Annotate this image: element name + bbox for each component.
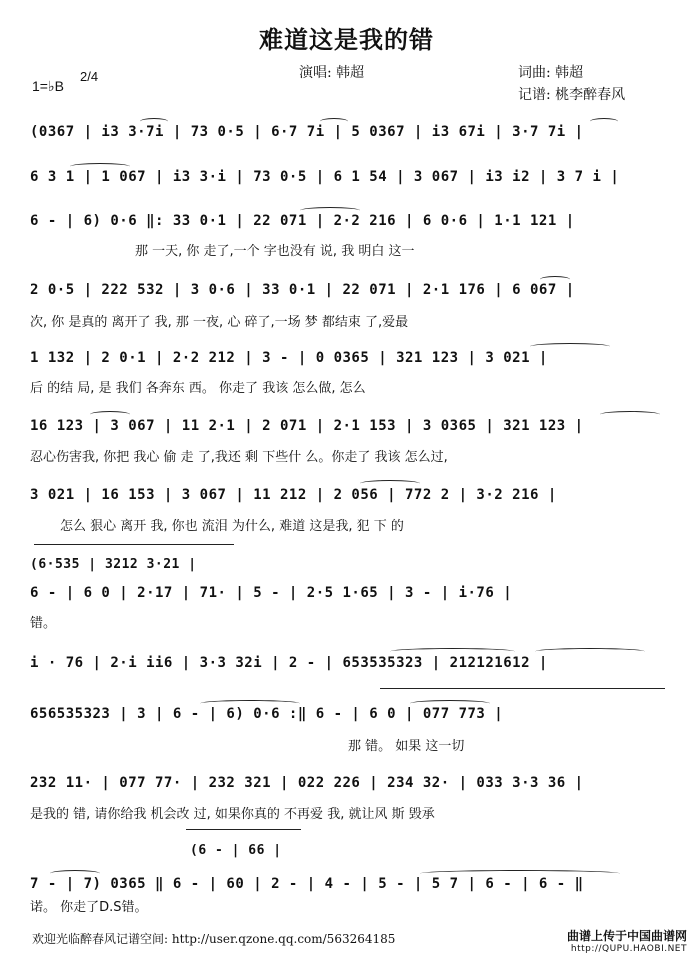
staff-line-9: 6 - | 6 0 | 2·17 | 71· | 5 - | 2·5 1·65 | 3 - | i·76 | [30, 585, 513, 601]
staff-line-3: 6 - | 6) 0·6 ‖: 33 0·1 | 22 071 | 2·2 216 | 6 0·6 | 1·1 121 | [30, 213, 575, 229]
lyric-line-9: 错。 [30, 616, 57, 631]
staff-line-8: (6·535 | 3212 3·21 | [30, 557, 197, 572]
transcriber-credit: 记谱: 桃李醉春风 [518, 87, 626, 103]
lyric-line-3: 那 一天, 你 走了,一个 字也没有 说, 我 明白 这一 [135, 244, 415, 259]
slur [410, 700, 490, 707]
slur [90, 411, 130, 418]
staff-line-7: 3 021 | 16 153 | 3 067 | 11 212 | 2 056 | 772 2 | 3·2 216 | [30, 487, 557, 503]
slur [70, 163, 130, 170]
slur [530, 343, 610, 350]
lyric-line-4: 次, 你 是真的 离开了 我, 那 一夜, 心 碎了,一场 梦 都结束 了,爱最 [30, 315, 409, 330]
lyric-line-14: 诺。 你走了D.S错。 [30, 900, 148, 915]
composer-credit: 词曲: 韩超 [518, 65, 584, 81]
slur [390, 648, 515, 655]
site-logo [567, 927, 687, 954]
slur [200, 700, 300, 707]
slur [600, 411, 660, 418]
slur [590, 118, 618, 125]
song-title: 难道这是我的错 [259, 26, 434, 54]
slur [320, 118, 348, 125]
logo-main-text: 曲谱上传于中国曲谱网 [566, 929, 687, 943]
slur [535, 648, 645, 655]
slur [360, 480, 420, 487]
singer-credit: 演唱: 韩超 [299, 65, 365, 81]
lyric-line-5: 后 的结 局, 是 我们 各奔东 西。 你走了 我该 怎么做, 怎么 [30, 381, 366, 396]
staff-line-1: (0367 | i3 3·7i | 73 0·5 | 6·7 7i | 5 0367 | i3 67i | 3·7 7i | [30, 124, 584, 140]
bracket-13 [186, 829, 301, 830]
staff-line-5: 1 132 | 2 0·1 | 2·2 212 | 3 - | 0 0365 | 321 123 | 3 021 | [30, 350, 548, 366]
staff-line-11: 656535323 | 3 | 6 - | 6) 0·6 :‖ 6 - | 6 0 | 077 773 | [30, 706, 504, 722]
staff-line-6: 16 123 | 3 067 | 11 2·1 | 2 071 | 2·1 153 | 3 0365 | 321 123 | [30, 418, 584, 434]
slur [540, 276, 570, 283]
lyric-line-11: 那 错。 如果 这一切 [348, 739, 465, 754]
slur [50, 870, 100, 877]
key-signature: 1=♭B [32, 78, 64, 94]
ending-bracket [34, 544, 234, 545]
staff-line-10: i · 76 | 2·i ii6 | 3·3 32i | 2 - | 653535323 | 212121612 | [30, 655, 548, 671]
time-signature: 2/4 [80, 69, 99, 84]
slur [300, 207, 360, 214]
staff-line-14: 7 - | 7) 0365 ‖ 6 - | 60 | 2 - | 4 - | 5 - | 5 7 | 6 - | 6 - ‖ [30, 876, 584, 892]
lyric-line-12: 是我的 错, 请你给我 机会改 过, 如果你真的 不再爱 我, 就让风 斯 毁承 [30, 807, 435, 822]
second-ending-bracket [380, 688, 665, 689]
slur [420, 870, 620, 877]
footer-website: 欢迎光临醉春风记谱空间: http://user.qzone.qq.com/563264185 [32, 932, 396, 946]
lyric-line-6: 忍心伤害我, 你把 我心 偷 走 了,我还 剩 下些什 么。你走了 我该 怎么过, [30, 450, 448, 465]
logo-sub-text: http://QUPU.HAOBI.NET [570, 944, 687, 954]
lyric-line-7: 怎么 狠心 离开 我, 你也 流泪 为什么, 难道 这是我, 犯 下 的 [60, 519, 404, 534]
staff-line-4: 2 0·5 | 222 532 | 3 0·6 | 33 0·1 | 22 071 | 2·1 176 | 6 067 | [30, 282, 575, 298]
staff-line-2: 6 3 1 | 1 067 | i3 3·i | 73 0·5 | 6 1 54 | 3 067 | i3 i2 | 3 7 i | [30, 169, 620, 185]
staff-line-13: (6 - | 66 | [190, 843, 282, 858]
staff-line-12: 232 11· | 077 77· | 232 321 | 022 226 | 234 32· | 033 3·3 36 | [30, 775, 584, 791]
slur [140, 118, 168, 125]
